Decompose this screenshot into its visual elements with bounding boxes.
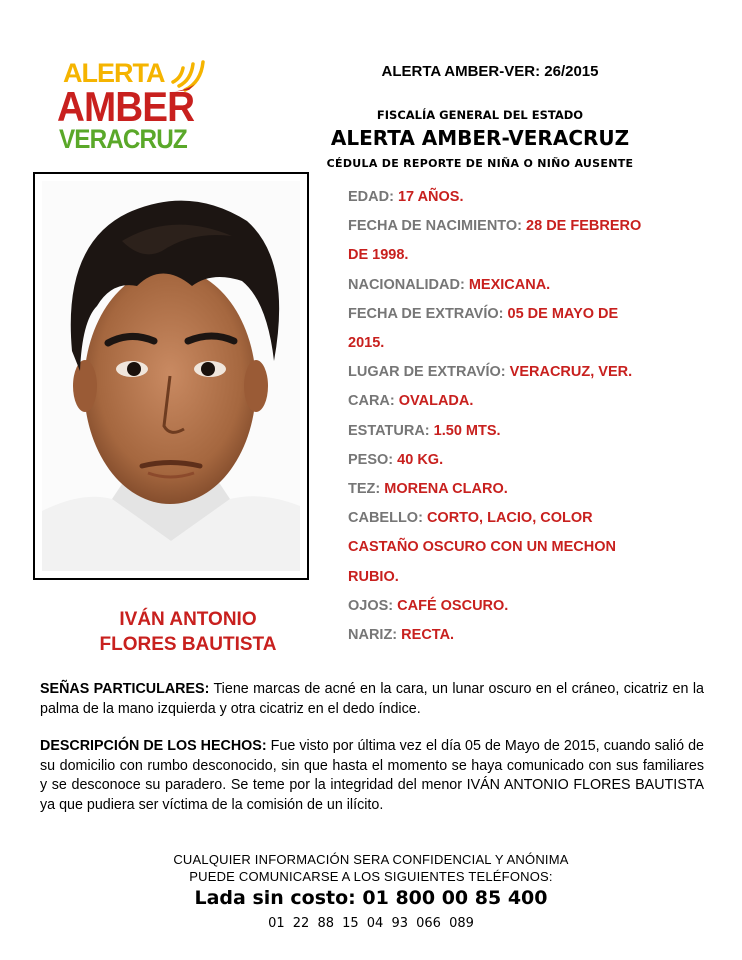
confidentiality-notice: CUALQUIER INFORMACIÓN SERA CONFIDENCIAL Y ANÓNIMA	[173, 852, 569, 867]
detail-fecha-nacimiento: FECHA DE NACIMIENTO: 28 DE FEBRERO	[348, 218, 642, 235]
detail-lugar-extravio: LUGAR DE EXTRAVÍO: VERACRUZ, VER.	[348, 364, 633, 381]
detail-ojos: OJOS: CAFÉ OSCURO.	[348, 597, 509, 614]
page-title: ALERTA AMBER-VERACRUZ	[330, 126, 630, 150]
incident-description	[40, 737, 704, 815]
agency-name: FISCALÍA GENERAL DEL ESTADO	[376, 108, 584, 122]
phone-numbers: 01 22 88 15 04 93 066 089	[268, 916, 474, 931]
detail-fecha-nacimiento-cont: DE 1998.	[348, 247, 409, 264]
person-name-line-1: IVÁN ANTONIO	[119, 609, 257, 630]
detail-cabello-cont-1: CASTAÑO OSCURO CON UN MECHON	[348, 539, 616, 556]
distinguishing-marks	[40, 680, 704, 719]
incident-description-label: DESCRIPCIÓN DE LOS HECHOS:	[40, 738, 267, 754]
detail-nariz: NARIZ: RECTA.	[348, 627, 455, 644]
contact-instructions: PUEDE COMUNICARSE A LOS SIGUIENTES TELÉFONOS:	[189, 869, 553, 884]
person-name-line-2: FLORES BAUTISTA	[99, 634, 277, 655]
alerta-amber-veracruz-logo	[55, 56, 205, 156]
detail-estatura: ESTATURA: 1.50 MTS.	[348, 422, 501, 439]
missing-person-photo	[42, 181, 300, 571]
logo-veracruz-text: VERACRUZ	[59, 124, 187, 154]
detail-peso: PESO: 40 KG.	[348, 451, 444, 468]
detail-tez: TEZ: MORENA CLARO.	[348, 481, 508, 498]
detail-fecha-extravio-cont: 2015.	[348, 335, 385, 352]
detail-edad: EDAD: 17 AÑOS.	[348, 189, 464, 205]
distinguishing-marks-label: SEÑAS PARTICULARES:	[40, 681, 210, 697]
logo-alerta-text: ALERTA	[63, 58, 165, 88]
detail-cabello-cont-2: RUBIO.	[348, 568, 399, 585]
detail-nacionalidad: NACIONALIDAD: MEXICANA.	[348, 276, 551, 293]
detail-fecha-extravio: FECHA DE EXTRAVÍO: 05 DE MAYO DE	[348, 305, 619, 322]
page-subtitle: CÉDULA DE REPORTE DE NIÑA O NIÑO AUSENTE	[326, 157, 634, 170]
details-list	[348, 183, 718, 650]
detail-cara: CARA: OVALADA.	[348, 393, 474, 410]
photo-frame	[33, 172, 309, 580]
distinguishing-marks-text: Tiene marcas de acné en la cara, un lunar oscuro en el cráneo, cicatriz en la palma de la mano izquierda y otra cicatriz en el dedo índice.	[40, 681, 704, 717]
alert-number: ALERTA AMBER-VER: 26/2015	[381, 63, 599, 80]
detail-cabello: CABELLO: CORTO, LACIO, COLOR	[348, 510, 593, 527]
logo-amber-text: AMBER	[57, 83, 195, 130]
toll-free-hotline: Lada sin costo: 01 800 00 85 400	[194, 887, 548, 909]
incident-description-text: Fue visto por última vez el día 05 de Mayo de 2015, cuando salió de su domicilio con rumbo desconocido, sin que hasta el momento se haya comunicado con sus familiares y se desconoce su paradero. Se teme por la integridad del menor IVÁN ANTONIO FLORES BAUTISTA ya que pudiera ser víctima de la comisión de un ilícito.	[40, 738, 704, 813]
